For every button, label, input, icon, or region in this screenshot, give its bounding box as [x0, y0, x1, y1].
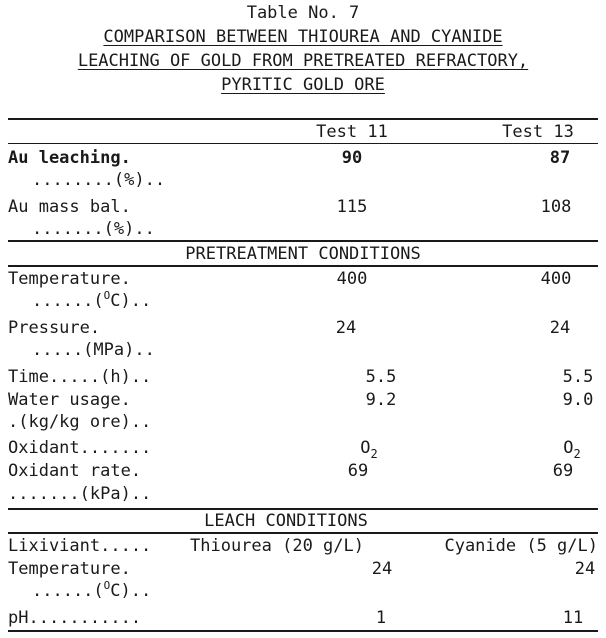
- cell-leach-temperature-test-13: 24: [574, 559, 596, 579]
- cell-oxidant-rate-test-11: 69: [347, 461, 369, 481]
- row-unit-oxidant-rate: .......(kPa)..: [8, 484, 152, 504]
- leach-top-rule: [8, 508, 598, 510]
- row-unit-water-usage: .(kg/kg ore)..: [8, 412, 152, 432]
- cell-water-usage-test-13: 9.0: [562, 390, 594, 410]
- cell-lixiviant-test-11: Thiourea (20 g/L): [190, 536, 364, 556]
- table-number: Table No. 7: [246, 3, 360, 23]
- top-rule: [8, 118, 598, 120]
- leach-header: LEACH CONDITIONS: [204, 511, 368, 531]
- table-title-line-2: LEACHING OF GOLD FROM PRETREATED REFRACTORY,: [77, 51, 529, 71]
- cell-oxidant-rate-test-13: 69: [552, 461, 574, 481]
- bottom-rule: [8, 630, 598, 632]
- row-label-oxidant: Oxidant.......: [8, 438, 152, 458]
- row-unit-au-leaching: ........(%)..: [32, 170, 166, 190]
- header-rule: [8, 143, 598, 144]
- cell-oxidant-test-13: $O_2$: [563, 438, 581, 461]
- pretreatment-header: PRETREATMENT CONDITIONS: [185, 244, 421, 264]
- row-label-oxidant-rate: Oxidant rate.: [8, 461, 142, 481]
- cell-water-usage-test-11: 9.2: [365, 390, 397, 410]
- row-unit-pressure: .....(MPa)..: [32, 340, 155, 360]
- row-label-pressure: Pressure.: [8, 318, 101, 338]
- row-label-lixiviant: Lixiviant.....: [8, 536, 152, 556]
- column-header-test-11: Test 11: [316, 122, 388, 142]
- row-label-au-leaching: Au leaching.: [8, 148, 131, 168]
- cell-au-leaching-test-11: 90: [341, 148, 363, 168]
- cell-au-leaching-test-13: 87: [549, 148, 571, 168]
- row-label-au-mass-bal: Au mass bal.: [8, 197, 131, 217]
- cell-au-mass-bal-test-11: 115: [336, 197, 368, 217]
- row-unit-leach-temperature: ......($^O$C)..: [32, 579, 152, 601]
- cell-oxidant-test-11: $O_2$: [360, 438, 378, 461]
- pretreatment-bottom-rule: [8, 265, 598, 267]
- leach-bottom-rule: [8, 532, 598, 534]
- table-title-line-1: COMPARISON BETWEEN THIOUREA AND CYANIDE: [103, 27, 503, 47]
- cell-pre-temperature-test-13: 400: [540, 269, 572, 289]
- cell-time-test-11: 5.5: [365, 367, 397, 387]
- cell-time-test-13: 5.5: [562, 367, 594, 387]
- cell-lixiviant-test-13: Cyanide (5 g/L): [444, 536, 598, 556]
- cell-pressure-test-11: 24: [335, 318, 357, 338]
- row-label-pre-temperature: Temperature.: [8, 269, 131, 289]
- pretreatment-top-rule: [8, 240, 598, 242]
- cell-ph-test-13: 11: [562, 608, 584, 628]
- cell-pre-temperature-test-11: 400: [336, 269, 368, 289]
- row-label-time: Time.....(h)..: [8, 367, 152, 387]
- cell-ph-test-11: 1: [375, 608, 387, 628]
- row-label-ph: pH...........: [8, 608, 142, 628]
- row-label-leach-temperature: Temperature.: [8, 559, 131, 579]
- cell-leach-temperature-test-11: 24: [371, 559, 393, 579]
- row-label-water-usage: Water usage.: [8, 390, 131, 410]
- column-header-test-13: Test 13: [502, 122, 574, 142]
- cell-pressure-test-13: 24: [549, 318, 571, 338]
- row-unit-au-mass-bal: .......(%)..: [32, 219, 155, 239]
- cell-au-mass-bal-test-13: 108: [540, 197, 572, 217]
- row-unit-pre-temperature: ......($^O$C)..: [32, 289, 152, 311]
- table-title-line-3: PYRITIC GOLD ORE: [221, 75, 385, 95]
